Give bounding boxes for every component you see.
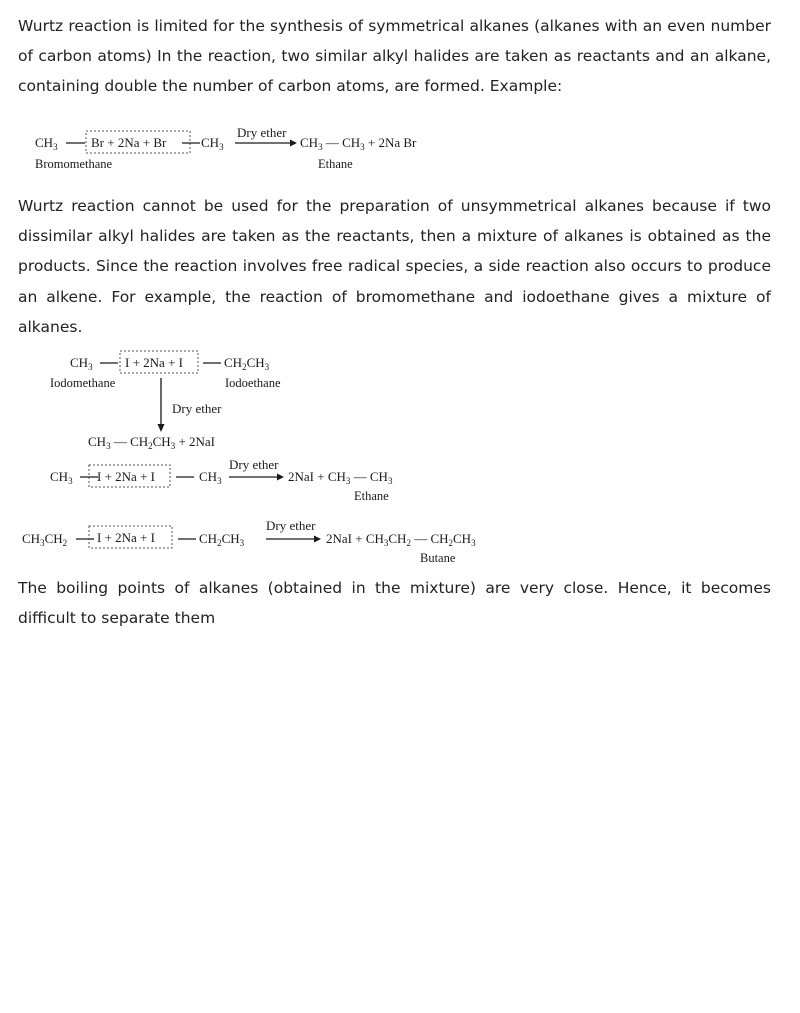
eq3-dashed-box: [89, 465, 170, 487]
eq3-ch3-right: $CH_3$: [199, 469, 222, 486]
eq1-group: [35, 125, 417, 171]
eq1-reagent: Dry ether: [237, 125, 287, 140]
conclusion-paragraph: The boiling points of alkanes (obtained in the mixture) are very close. Hence, it becomes difficult to separate them: [18, 579, 771, 628]
eq4-dashed-box: [89, 526, 172, 548]
unsymmetrical-paragraph: Wurtz reaction cannot be used for the preparation of unsymmetrical alkanes because if two dissimilar alkyl halides are taken as the reactants, then a mixture of alkanes is obtained as the products. Since the reaction involves free radical species, a side reaction also occurs to produce an alkene. For example, the reaction of bromomethane and iodoethane gives a mixture of alkanes.: [18, 197, 771, 336]
eq3-group: [50, 457, 393, 503]
eq3-reagent: Dry ether: [229, 457, 279, 472]
eq4-right: $CH_2CH_3$: [199, 531, 245, 548]
eq1-arrow-head: [290, 140, 297, 147]
eq1-dashed-box: [86, 131, 190, 153]
eq4-left: $CH_3CH_2$: [22, 531, 68, 548]
eq1-product: $CH_3$ — $CH_3 + 2Na$ Br: [300, 135, 417, 152]
eq3-product: $2NaI + CH_3$ — $CH_3$: [288, 469, 393, 486]
eq4-group: [22, 518, 476, 565]
eq3-label-product: Ethane: [354, 489, 389, 503]
eq4-label-product: Butane: [420, 551, 456, 565]
eq3-ch3-left: $CH_3$: [50, 469, 73, 486]
eq2-dashed-box: [120, 351, 198, 373]
eq3-arrow-head: [277, 474, 284, 481]
eq2-label-left: Iodomethane: [50, 376, 116, 390]
eq3-boxed-text: I + 2Na + I: [97, 469, 155, 484]
eq2-label-right: Iodoethane: [225, 376, 281, 390]
eq2-boxed-text: I + 2Na + I: [125, 355, 183, 370]
eq1-label-product: Ethane: [318, 157, 353, 171]
intro-paragraph: Wurtz reaction is limited for the synthesis of symmetrical alkanes (alkanes with an even number of carbon atoms) In the reaction, two similar alkyl halides are taken as reactants and an alkane, containing double the number of carbon atoms, are formed. Example:: [18, 17, 771, 96]
eq1-ch3-right: $CH_3$: [201, 135, 224, 152]
eq2-ch3-left: $CH_3$: [70, 355, 93, 372]
eq2-group: [50, 351, 281, 451]
eq2-product: $CH_3$ — $CH_2CH_3 + 2NaI$: [88, 434, 216, 451]
eq4-boxed-text: I + 2Na + I: [97, 530, 155, 545]
eq2-arrow-head: [158, 424, 165, 432]
eq1-label-reactant: Bromomethane: [35, 157, 113, 171]
eq4-arrow-head: [314, 536, 321, 543]
eq2-reagent: Dry ether: [172, 401, 222, 416]
eq4-product: $2NaI + CH_3CH_2$ — $CH_2CH_3$: [326, 531, 476, 548]
eq1-ch3-left: $CH_3$: [35, 135, 58, 152]
eq1-boxed-text: Br + 2Na + Br: [91, 135, 167, 150]
eq4-reagent: Dry ether: [266, 518, 316, 533]
eq2-ch2ch3-right: $CH_2CH_3$: [224, 355, 270, 372]
